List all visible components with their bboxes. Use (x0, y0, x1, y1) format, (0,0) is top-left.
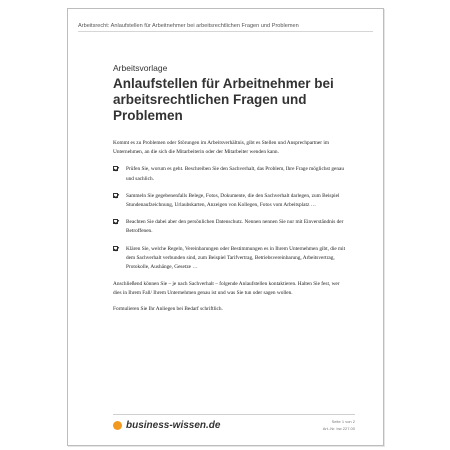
checklist-item (113, 192, 348, 210)
brand-name: business-wissen.de (126, 420, 221, 431)
checklist-item-text: Sammeln Sie gegebenenfalls Belege, Fotos, Dokumente, die den Sachverhalt darlegen, zum Beispiel Stundenaufzeichnung, Urlaubskarten, Anzeigen von Kollegen, Fotos vom Arbeitsplatz … (126, 192, 340, 209)
checked-box-icon (113, 193, 118, 198)
checked-box-icon (113, 219, 118, 224)
intro-paragraph: Kommt es zu Problemen oder Störungen im Arbeitsverhältnis, gibt es Stellen und Ansprechpartner im Unternehmen, an die sich die Mitarbeiterin oder der Mitarbeiter wenden kann. (113, 140, 329, 156)
article-number: Art.-Nr. bw 227.00 (322, 426, 355, 431)
footer-divider (113, 414, 355, 415)
running-header: Arbeitsrecht: Anlaufstellen für Arbeitnehmer bei arbeitsrechtlichen Fragen und Problemen (78, 23, 373, 32)
checklist-item (113, 165, 348, 183)
document-page (67, 8, 384, 446)
checklist-item-text: Prüfen Sie, worum es geht. Beschreiben Sie den Sachverhalt, das Problem, Ihre Frage möglichst genau und sachlich. (126, 166, 344, 182)
document-body (113, 139, 348, 314)
closing-paragraph: Formulieren Sie Ihr Anliegen bei Bedarf schriftlich. (113, 305, 223, 312)
outro-paragraph: Anschließend können Sie – je nach Sachverhalt – folgende Anlaufstellen kontaktieren. Halten Sie fest, wer dies in Ihrem Fall/ Ihrem Unternehmen genau ist und was Sie tun oder sagen wollen. (113, 281, 340, 297)
orange-dot-icon (113, 421, 122, 430)
checked-box-icon (113, 246, 118, 251)
brand-logo (113, 420, 220, 431)
checklist-item-text: Klären Sie, welche Regeln, Vereinbarungen oder Bestimmungen es in Ihrem Unternehmen gibt, die mit dem Sachverhalt verbunden sind, zum Beispiel Tarifvertrag, Betriebsvereinbarung, Arbeitsvertrag, Protokolle, Aushänge, Gesetze … (126, 245, 346, 271)
checklist-item (113, 245, 348, 273)
checklist-item-text: Beachten Sie dabei aber den persönlichen Datenschutz. Nennen nennen Sie nur mit Einverständnis der Betroffenen. (126, 219, 344, 235)
document-title: Anlaufstellen für Arbeitnehmer bei arbeitsrechtlichen Fragen und Problemen (113, 76, 334, 123)
document-type-label: Arbeitsvorlage (113, 63, 168, 73)
checklist-item (113, 218, 348, 236)
checked-box-icon (113, 166, 118, 171)
footer-meta (323, 418, 355, 432)
page-number: Seite 1 von 2 (331, 419, 355, 424)
